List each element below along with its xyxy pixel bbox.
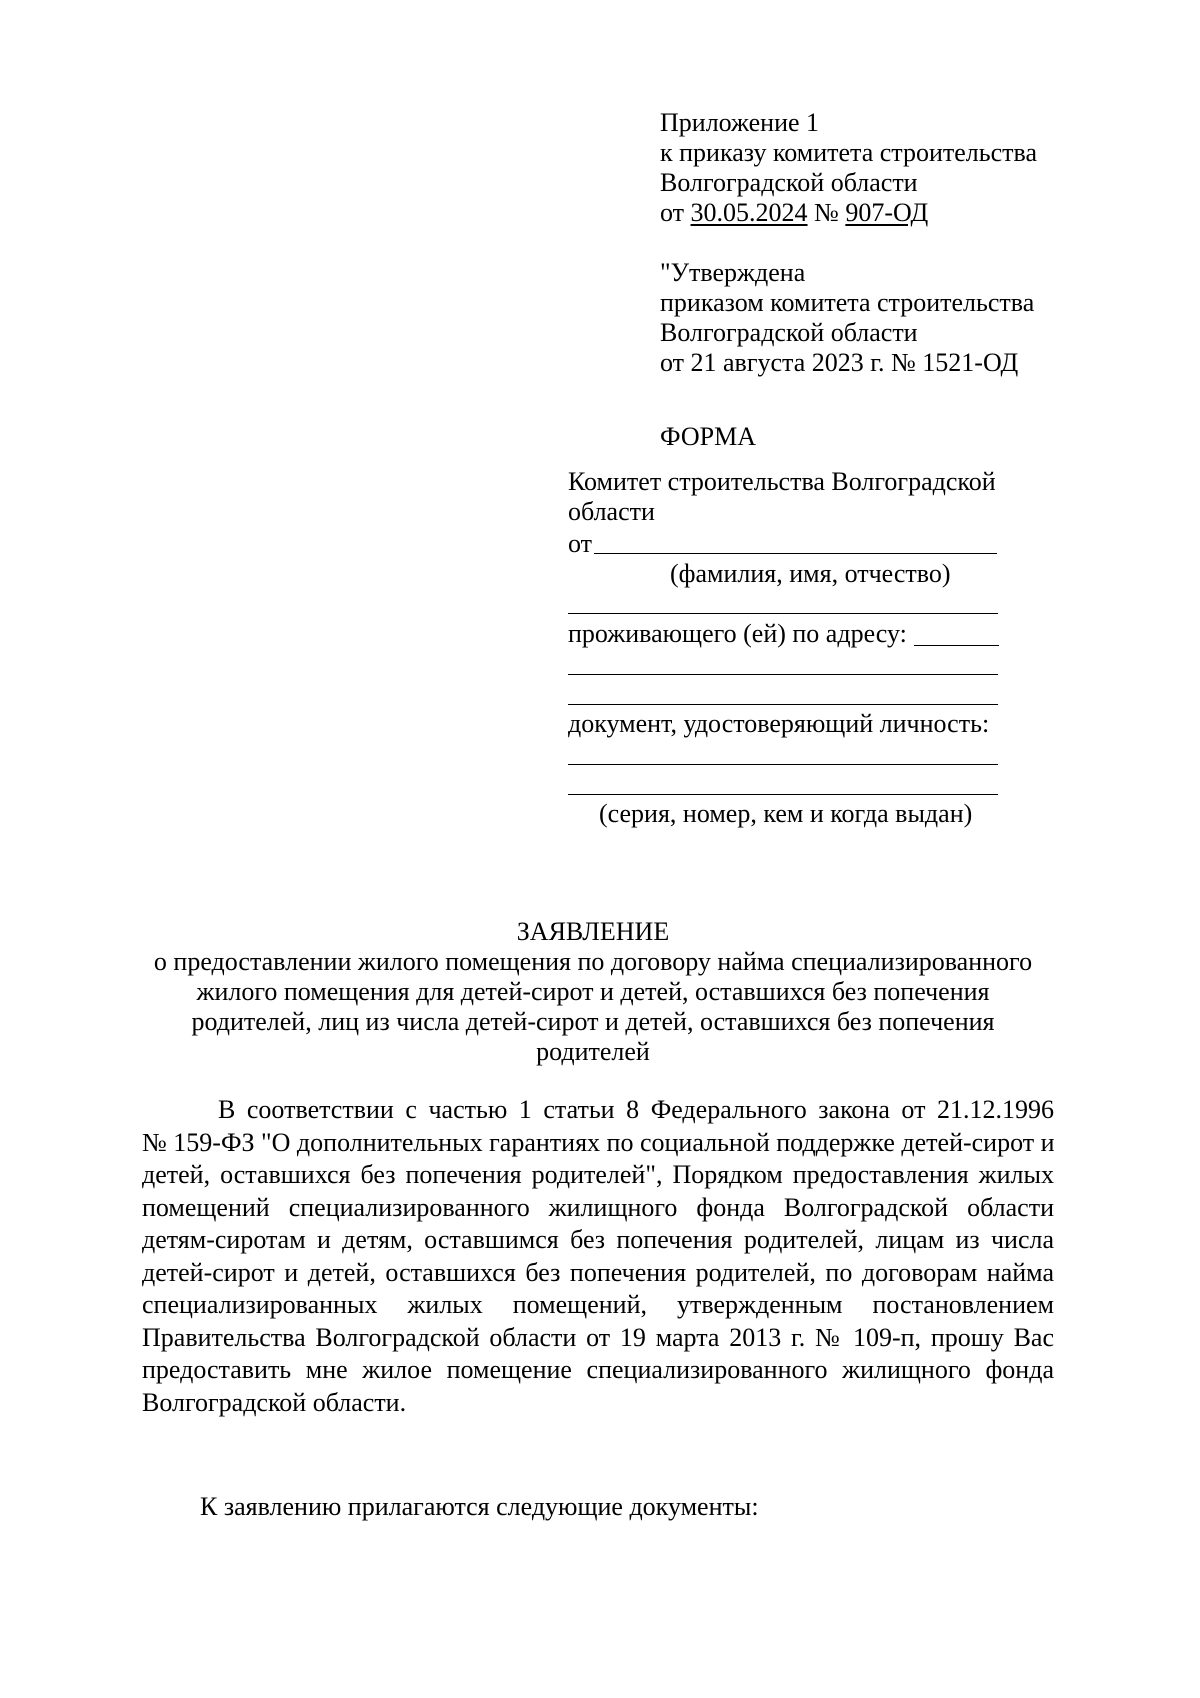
body-line: Правительства Волгоградской области от 19 марта 2013 г. № 109-п, прошу Вас (142, 1322, 1054, 1352)
addressee-line-1: Комитет строительства Волгоградской (568, 467, 996, 496)
fio-caption: (фамилия, имя, отчество) (670, 559, 951, 588)
approved-line-1: "Утверждена (660, 258, 806, 287)
statement-subtitle-line-3: родителей, лиц из числа детей-сирот и детей, оставшихся без попечения (191, 1007, 995, 1036)
region-line: Волгоградской области (660, 168, 918, 197)
fio-field-line-2[interactable] (568, 613, 998, 614)
approved-line-3: Волгоградской области (660, 318, 918, 347)
date-prefix: от (660, 198, 685, 227)
form-label: ФОРМА (660, 422, 756, 451)
id-doc-field-line-1[interactable] (568, 764, 998, 765)
address-field-inline-line[interactable] (914, 645, 999, 646)
number-sign: № (814, 198, 839, 227)
body-line: специализированных жилых помещений, утвержденным постановлением (142, 1290, 1054, 1319)
id-doc-caption: (серия, номер, кем и когда выдан) (599, 799, 973, 828)
body-line: детей-сирот и детей, оставшихся без попечения родителей, по договорам найма (142, 1257, 1054, 1287)
address-field-line-3[interactable] (568, 704, 998, 705)
statement-body (142, 1094, 1054, 1419)
statement-subtitle-line-2: жилого помещения для детей-сирот и детей, оставшихся без попечения (196, 977, 990, 1006)
fio-field-line[interactable] (594, 553, 997, 554)
address-field-line-2[interactable] (568, 674, 998, 675)
from-label: от (568, 529, 593, 558)
approved-line-2: приказом комитета строительства (660, 288, 1035, 317)
body-line: № 159-ФЗ "О дополнительных гарантиях по социальной поддержке детей-сирот и (142, 1127, 1055, 1157)
statement-title: ЗАЯВЛЕНИЕ (516, 917, 670, 946)
order-date: 30.05.2024 (690, 198, 808, 227)
approved-line-4: от 21 августа 2023 г. № 1521-ОД (660, 348, 1019, 377)
body-line: помещений специализированного жилищного фонда Волгоградской области (142, 1192, 1054, 1222)
body-line: детей, оставшихся без попечения родителей", Порядком предоставления жилых (142, 1160, 1054, 1189)
address-label: проживающего (ей) по адресу: (568, 619, 907, 648)
statement-subtitle-line-4: родителей (536, 1037, 650, 1066)
to-order-line: к приказу комитета строительства (660, 138, 1038, 167)
body-line: предоставить мне жилое помещение специализированного жилищного фонда (142, 1355, 1054, 1384)
statement-subtitle-line-1: о предоставлении жилого помещения по договору найма специализированного (153, 947, 1033, 976)
addressee-line-2: области (568, 497, 655, 526)
body-line: детям-сиротам и детям, оставшимся без попечения родителей, лицам из числа (142, 1225, 1054, 1254)
attachments-intro: К заявлению прилагаются следующие документы: (200, 1492, 759, 1521)
appendix-title: Приложение 1 (660, 108, 820, 137)
id-doc-label: документ, удостоверяющий личность: (568, 709, 990, 738)
order-number: 907-ОД (845, 198, 929, 227)
order-date-line (660, 197, 928, 229)
id-doc-field-line-2[interactable] (568, 794, 998, 795)
body-line: Волгоградской области. (142, 1387, 407, 1417)
body-line: В соответствии с частью 1 статьи 8 Федерального закона от 21.12.1996 (218, 1095, 1054, 1124)
